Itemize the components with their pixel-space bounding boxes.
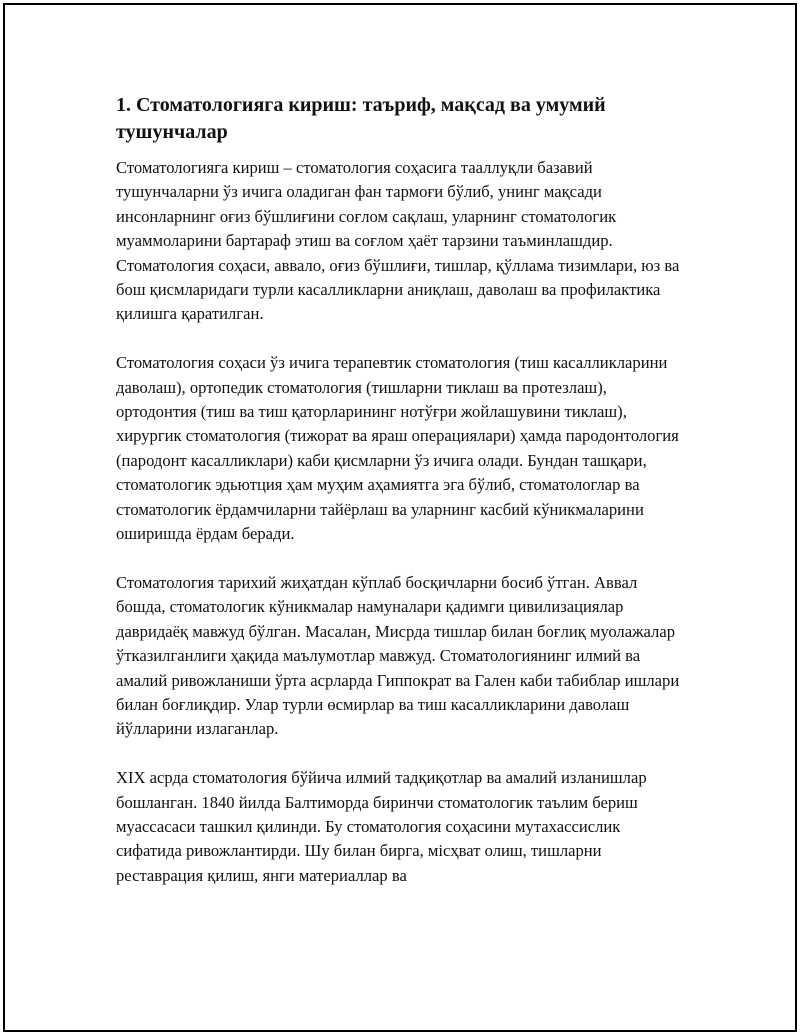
paragraph-branches: Стоматология соҳаси ўз ичига терапевтик стоматология (тиш касалликларини даволаш), ортопедик стоматология (тишларни тиклаш ва протезлаш), ортодонтия (тиш ва тиш қаторларининг нотўғри жойлашувини тиклаш), хирургик стоматология (тижорат ва яраш операциялари) ҳамда пародонтология (пародонт касалликлари) каби қисмларни ўз ичига олади. Бундан ташқари, стоматологик эдьютция ҳам муҳим аҳамиятга эга бўлиб, стоматологлар ва стоматологик ёрдамчиларни тайёрлаш ва уларнинг касбий кўникмаларини оширишда ёрдам беради. xyxy=(116,353,679,544)
paragraph-history: Стоматология тарихий жиҳатдан кўплаб босқичларни босиб ўтган. Аввал бошда, стоматологик кўникмалар намуналари қадимги цивилизациялар давридаёқ мавжуд бўлган. Масалан, Мисрда тишлар билан боғлиқ муолажалар ўтказилганлиги ҳақида маълумотлар мавжуд. Стоматологиянинг илмий ва амалий ривожланиши ўрта асрларда Гиппократ ва Гален каби табиблар ишлари билан боғлиқдир. Улар турли өсмирлар ва тиш касалликларини даволаш йўлларини излаганлар. xyxy=(116,572,680,739)
section-heading: 1. Стоматологияга кириш: таъриф, мақсад ва умумий тушунчалар xyxy=(116,94,606,143)
document-body xyxy=(116,92,686,913)
paragraph-definition: Стоматологияга кириш – стоматология соҳасига тааллуқли базавий тушунчаларни ўз ичига оладиган фан тармоғи бўлиб, унинг мақсади инсонларнинг оғиз бўшлиғини соғлом сақлаш, уларнинг стоматологик муаммоларини бартараф этиш ва соғлом ҳаёт тарзини таъминлашдир. Стоматология соҳаси, аввало, оғиз бўшлиғи, тишлар, қўллама тизимлари, юз ва бош қисмларидаги турли касалликларни аниқлаш, даволаш ва профилактика қилишга қаратилган. xyxy=(116,158,680,324)
paragraph-nineteenth-century: XIX асрда стоматология бўйича илмий тадқиқотлар ва амалий изланишлар бошланган. 1840 йилда Балтиморда биринчи стоматологик таълим бериш муассасаси ташкил қилинди. Бу стоматология соҳасини мутахассислик сифатида ривожлантирди. Шу билан бирга, місҳват олиш, тишларни реставрация қилиш, янги материаллар ва xyxy=(116,768,647,885)
